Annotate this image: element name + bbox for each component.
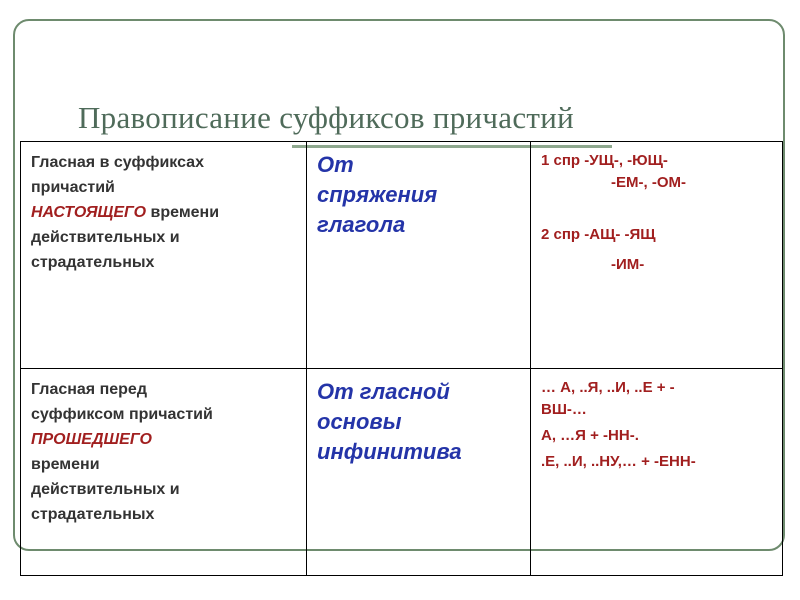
rule-line: причастий	[31, 179, 115, 196]
rule-line: действительных и	[31, 481, 180, 498]
table-row	[21, 369, 783, 576]
rule-line-accent	[31, 427, 296, 452]
spacer	[541, 194, 772, 224]
rule-line: Гласная в суффиксах	[31, 154, 204, 171]
suffix-line: 2 спр -АЩ- -ЯЩ	[541, 226, 656, 243]
suffix-line: -ЕМ-, -ОМ-	[611, 174, 686, 191]
depends-line: От гласной	[317, 379, 450, 404]
depends-line: инфинитива	[317, 439, 462, 464]
depends-line: основы	[317, 409, 402, 434]
depends-cell	[307, 142, 531, 369]
rule-after-accent: времени	[146, 204, 220, 221]
rule-line: страдательных	[31, 506, 155, 523]
rule-cell	[21, 142, 307, 369]
rule-line-accent	[31, 200, 296, 225]
tense-accent: НАСТОЯЩЕГО	[31, 204, 147, 221]
suffix-cell	[531, 369, 783, 576]
suffix-line: А, …Я + -НН-.	[541, 427, 639, 444]
depends-line: От	[317, 152, 354, 177]
depends-line: спряжения	[317, 182, 438, 207]
depends-line: глагола	[317, 212, 406, 237]
table-row	[21, 142, 783, 369]
rule-line: суффиксом причастий	[31, 406, 213, 423]
suffix-line: 1 спр -УЩ-, -ЮЩ-	[541, 152, 668, 169]
suffix-line: … А, ..Я, ..И, ..Е + -	[541, 379, 675, 396]
rules-table	[20, 141, 783, 576]
rule-line: действительных и	[31, 229, 180, 246]
rule-cell	[21, 369, 307, 576]
suffix-line: ВШ-…	[541, 401, 587, 418]
tense-accent: ПРОШЕДШЕГО	[31, 431, 152, 448]
suffix-line: .Е, ..И, ..НУ,… + -ЕНН-	[541, 453, 696, 470]
rule-line: Гласная перед	[31, 381, 147, 398]
suffix-line: -ИМ-	[611, 256, 645, 273]
rule-line: времени	[31, 456, 100, 473]
suffix-cell	[531, 142, 783, 369]
depends-cell	[307, 369, 531, 576]
rule-line: страдательных	[31, 254, 155, 271]
slide-title: Правописание суффиксов причастий	[78, 100, 575, 135]
